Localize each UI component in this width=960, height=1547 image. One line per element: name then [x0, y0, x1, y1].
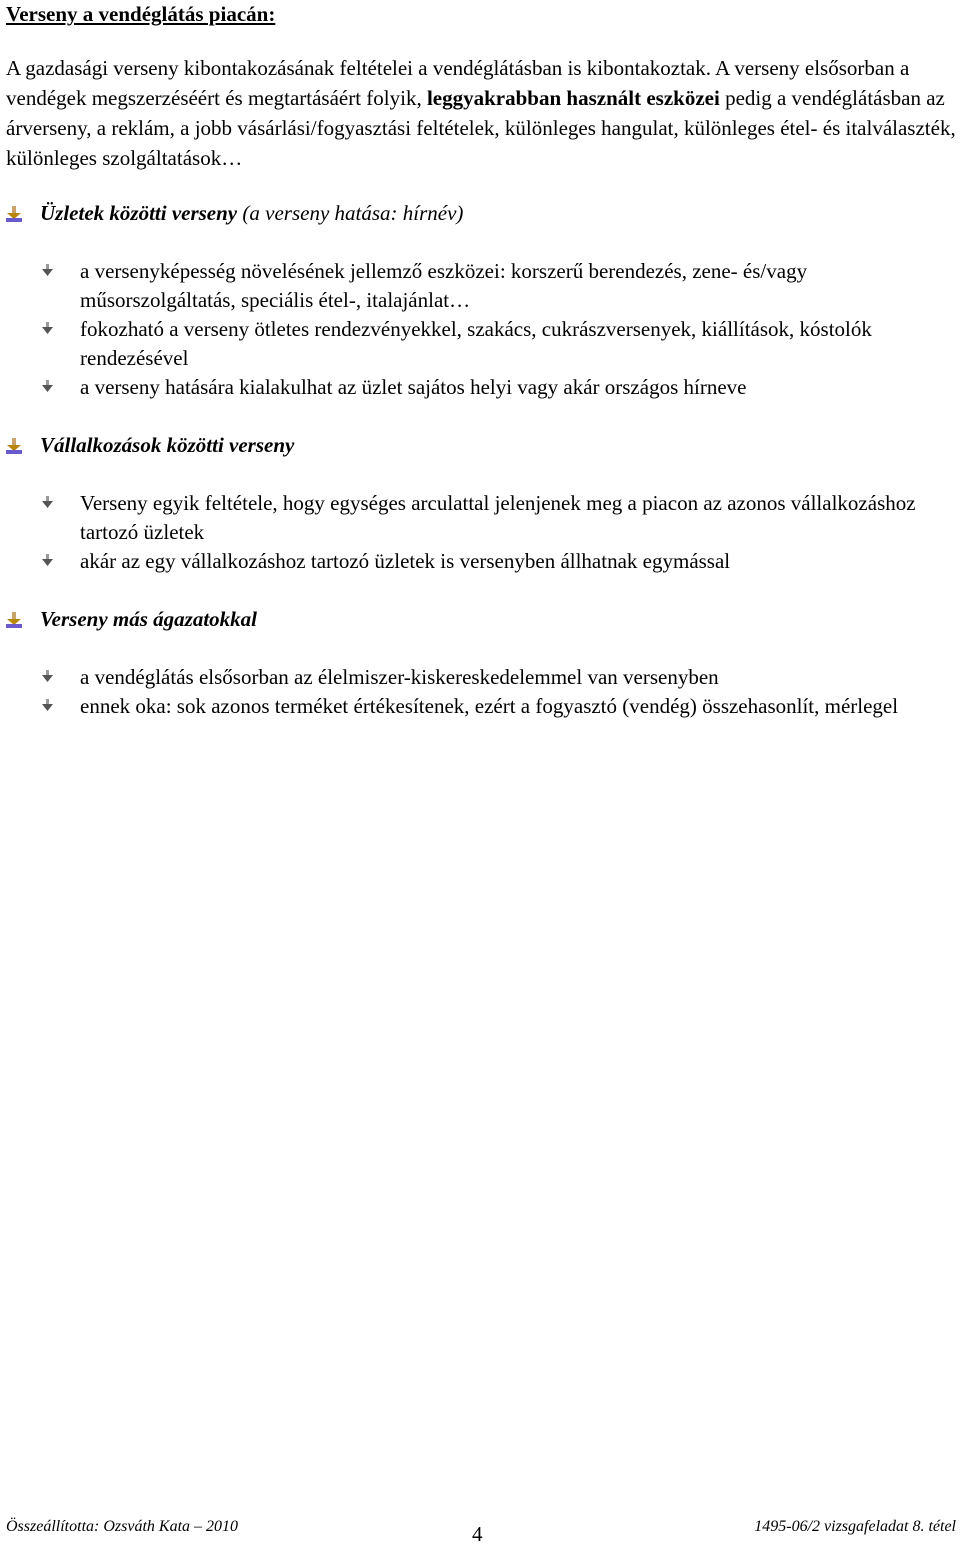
footer-exam-id: 1495-06/2 vizsgafeladat 8. tétel — [754, 1518, 956, 1535]
page-number: 4 — [472, 1522, 483, 1546]
list-item — [42, 373, 956, 402]
arrow-down-icon — [42, 380, 53, 393]
list-item-text: ennek oka: sok azonos terméket értékesítenek, ezért a fogyasztó (vendég) összehasonlít, mérlegel — [80, 694, 899, 718]
arrow-down-icon — [42, 264, 53, 277]
page-title: Verseny a vendéglátás piacán: — [6, 2, 276, 26]
list-item — [42, 489, 956, 547]
list-item-text: fokozható a verseny ötletes rendezvényekkel, szakács, cukrászversenyek, kiállítások, kóstolók rendezésével — [80, 317, 872, 370]
list-item-text: a vendéglátás elsősorban az élelmiszer-kiskereskedelemmel van versenyben — [80, 665, 719, 689]
section-heading-1 — [6, 199, 463, 227]
intro-bold-text: leggyakrabban használt eszközei — [426, 86, 720, 110]
list-item — [42, 257, 956, 315]
intro-text-1: A gazdasági verseny kibontakozásának feltételei a vendéglátásban is kibontakoztak. A verseny elsősorban a vendégek megszerzéséért és megtartásáért folyik, — [6, 56, 910, 110]
list-item-text: a versenyképesség növelésének jellemző eszközei: korszerű berendezés, zene- és/vagy műsorszolgáltatás, speciális étel-, italajánlat… — [80, 259, 808, 312]
arrow-down-icon — [42, 699, 53, 712]
arrow-down-icon — [42, 554, 53, 567]
section-heading-2 — [6, 431, 294, 459]
arrow-down-icon — [42, 496, 53, 509]
arrow-down-icon — [42, 322, 53, 335]
section-bullet-icon — [6, 438, 22, 454]
list-item — [42, 663, 956, 692]
section-bullet-icon — [6, 206, 22, 222]
section-bullet-icon — [6, 612, 22, 628]
section-heading-1-bold: Üzletek közötti verseny — [40, 201, 238, 225]
list-item — [42, 547, 956, 576]
section-heading-2-bold: Vállalkozások közötti verseny — [40, 433, 295, 457]
section-heading-1-rest: (a verseny hatása: hírnév) — [237, 201, 464, 225]
section-heading-3-bold: Verseny más ágazatokkal — [40, 607, 258, 631]
arrow-down-icon — [42, 670, 53, 683]
list-item-text: akár az egy vállalkozáshoz tartozó üzletek is versenyben állhatnak egymással — [80, 549, 731, 573]
list-item-text: Verseny egyik feltétele, hogy egységes arculattal jelenjenek meg a piacon az azonos vállalkozáshoz tartozó üzletek — [80, 491, 916, 544]
section-heading-3 — [6, 605, 257, 633]
intro-paragraph — [6, 53, 956, 173]
footer-author: Összeállította: Ozsváth Kata – 2010 — [6, 1518, 239, 1535]
list-item-text: a verseny hatására kialakulhat az üzlet sajátos helyi vagy akár országos hírneve — [80, 375, 747, 399]
list-item — [42, 692, 956, 721]
intro-text-2: pedig a vendéglátásban az árverseny, a reklám, a jobb vásárlási/fogyasztási feltételek, különleges hangulat, különleges étel- és italválaszték, különleges szolgáltatások… — [6, 86, 956, 170]
list-item — [42, 315, 956, 373]
